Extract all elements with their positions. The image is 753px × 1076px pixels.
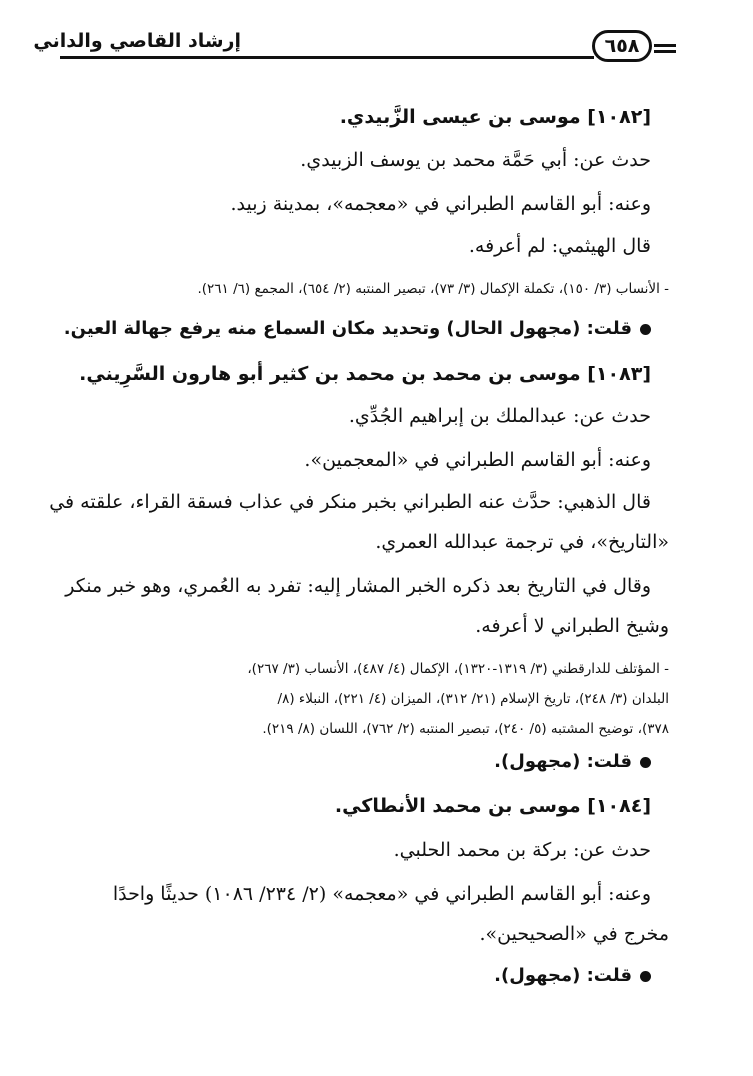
entry-sources: - الأنساب (٣/ ١٥٠)، تكملة الإكمال (٣/ ٧٣)، تبصير المنتبه (٢/ ٦٥٤)، المجمع (٦/ ٢٦١). xyxy=(197,281,669,297)
entry-narrated-by: وعنه: أبو القاسم الطبراني في «معجمه»، بمدينة زبيد. xyxy=(230,193,651,215)
header-rule-mark-bottom xyxy=(654,50,676,53)
entry-sources: البلدان (٣/ ٢٤٨)، تاريخ الإسلام (٢١/ ٣١٢)، الميزان (٤/ ٢٢١)، النبلاء (٨/ xyxy=(277,691,669,707)
entry-dhahabi-line: «التاريخ»، في ترجمة عبدالله العمري. xyxy=(375,531,669,553)
entry-tarikh-line: وقال في التاريخ بعد ذكره الخبر المشار إليه: تفرد به العُمري، وهو خبر منكر xyxy=(65,575,651,597)
entry-narrated-from: حدث عن: عبدالملك بن إبراهيم الجُدِّي. xyxy=(348,405,651,427)
entry-dhahabi-line: قال الذهبي: حدَّث عنه الطبراني بخبر منكر في عذاب فسقة القراء، علقته في xyxy=(49,491,651,513)
entry-tarikh-line: وشيخ الطبراني لا أعرفه. xyxy=(475,615,669,637)
entry-sources: ٣٧٨)، توضيح المشتبه (٥/ ٢٤٠)، تبصير المنتبه (٢/ ٧٦٢)، اللسان (٨/ ٢١٩). xyxy=(262,721,669,737)
entry-narrated-from: حدث عن: بركة بن محمد الحلبي. xyxy=(393,839,651,861)
entry-heading: [١٠٨٤] موسى بن محمد الأنطاكي. xyxy=(334,795,651,817)
entry-verdict: قلت: (مجهول). xyxy=(494,748,651,776)
header-rule xyxy=(60,56,594,59)
entry-verdict: قلت: (مجهول). xyxy=(494,962,651,990)
entry-heading: [١٠٨٢] موسى بن عيسى الزَّبيدي. xyxy=(339,106,651,128)
bullet-icon xyxy=(640,971,651,982)
entry-opinion: قال الهيثمي: لم أعرفه. xyxy=(468,235,651,257)
bullet-icon xyxy=(640,757,651,768)
page-number: ٦٥٨ xyxy=(592,30,652,62)
entry-narrated-by: وعنه: أبو القاسم الطبراني في «المعجمين». xyxy=(304,449,651,471)
entry-sources: - المؤتلف للدارقطني (٣/ ١٣١٩-١٣٢٠)، الإكمال (٤/ ٤٨٧)، الأنساب (٣/ ٢٦٧)، xyxy=(247,661,669,677)
entry-narrated-from: حدث عن: أبي حَمَّة محمد بن يوسف الزبيدي. xyxy=(300,149,651,171)
entry-narrated-by: وعنه: أبو القاسم الطبراني في «معجمه» (٢/ ٢٣٤/ ١٠٨٦) حديثًا واحدًا xyxy=(112,883,651,905)
bullet-icon xyxy=(640,324,651,335)
running-title: إرشاد القاصي والداني xyxy=(33,30,241,52)
entry-narrated-by: مخرج في «الصحيحين». xyxy=(479,923,669,945)
entry-heading: [١٠٨٣] موسى بن محمد بن محمد بن كثير أبو هارون السَّرِيني. xyxy=(79,363,651,385)
header-rule-mark-top xyxy=(654,44,676,47)
entry-verdict: قلت: (مجهول الحال) وتحديد مكان السماع منه يرفع جهالة العين. xyxy=(64,315,651,343)
